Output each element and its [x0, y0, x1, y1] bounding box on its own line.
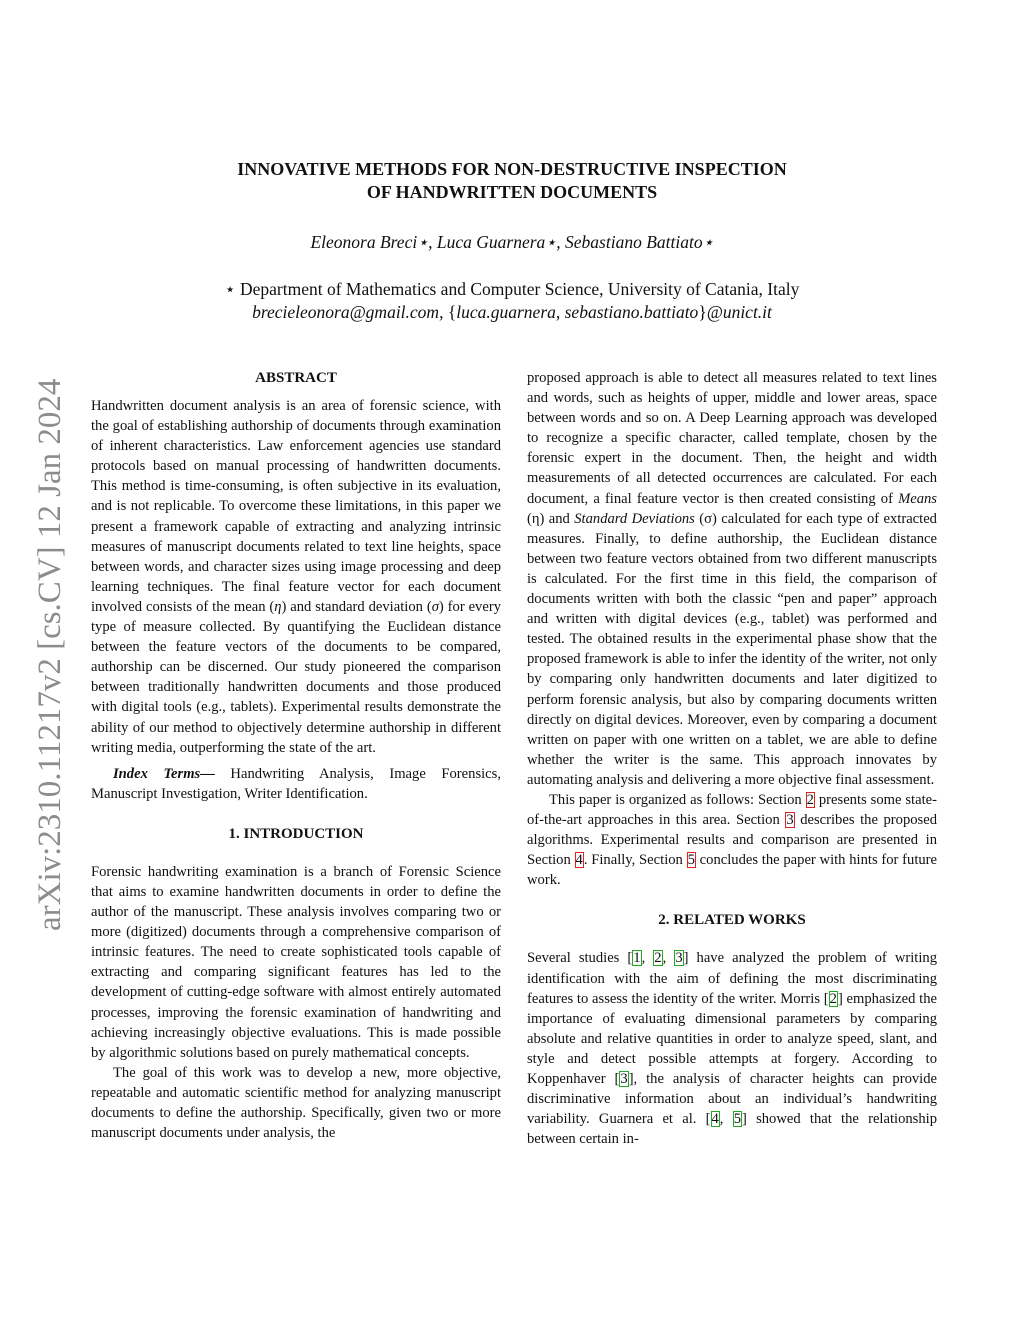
rel-t4: ], the analysis of character heights can provide discriminative information about an individual’s handwriting variability. Guarnera et al. [ [527, 1071, 938, 1128]
std-label: Standard Deviations [574, 510, 695, 527]
intro-paragraph-3 [527, 790, 937, 890]
affiliation: ⋆ Department of Mathematics and Computer Science, University of Catania, Italy [224, 279, 800, 299]
section-5-link[interactable]: 5 [687, 852, 695, 869]
title-line-2: OF HANDWRITTEN DOCUMENTS [366, 182, 658, 202]
index-terms [91, 764, 501, 804]
intro-cont-a: proposed approach is able to detect all measures related to text lines and words, such as heights of upper, middle and lower areas, space between words and so on. A Deep Learning approach was developed to recognize a specific character, called template, chosen by the forensic expert in the document. Then, the height and width measurements of all detected occurrences are calculated. For each document, a final feature vector is then created consisting of [527, 370, 937, 507]
intro-paragraph-2-continued [527, 368, 937, 790]
arxiv-identifier: arXiv:2310.11217v2 [cs.CV] 12 Jan 2024 [32, 378, 68, 932]
citation-2-link[interactable]: 2 [654, 950, 662, 967]
para3-d: . Finally, Section [583, 852, 687, 869]
citation-5-link[interactable]: 5 [733, 1111, 741, 1128]
index-terms-list: Handwriting Analysis, Image Forensics, Manuscript Investigation, Writer Identification. [91, 765, 501, 802]
email-brace-close: } [698, 302, 707, 322]
left-column [91, 368, 501, 1143]
abstract-part-1: Handwritten document analysis is an area of forensic science, with the goal of establishing authorship of documents through examination of inherent characteristics. Law enforcement agencies use standard protocols based on manual processing of handwritten documents. This method is time-consuming, is often subjective in its evaluation, and is not replicable. To overcome these limitations, in this paper we present a framework capable of extracting and analyzing intrinsic measures of manuscript documents related to text line heights, space between words, and character sizes using image processing and deep learning techniques. The final feature vector for each document involved consists of the mean ( [91, 398, 501, 615]
index-terms-label: Index Terms— [113, 765, 215, 782]
para3-a: This paper is organized as follows: Section [549, 791, 806, 808]
abstract-part-3: ) for every type of measure collected. By quantifying the Euclidean distance between the feature vectors of the documents to be compared, authorship can be discerned. Our study pioneered the comparison between traditionally handwritten documents and those produced with digital tools (e.g., tablets). Experimental results demonstrate the ability of our method to objectively determine authorship in different writing media, outperforming the state of the art. [91, 598, 501, 756]
author-list: Eleonora Breci⋆, Luca Guarnera⋆, Sebastiano Battiato⋆ [310, 232, 714, 252]
intro-paragraph-1: Forensic handwriting examination is a branch of Forensic Science that aims to examine handwritten documents in order to define the author of the manuscript. These analysis involves comparing two or more (digitized) documents through a comprehensive comparison of intrinsic features. The need to create sophisticated tools capable of extracting and comparing significant features has led to the development of cutting-edge software with almost entirely automated processes, improving the forensic examination of handwriting and achieving increasingly objective evaluations. This is made possible by algorithmic solutions based on purely mathematical concepts. [91, 863, 501, 1061]
rel-t3: ] emphasized the importance of evaluating dimensional parameters by comparing absolute and relative quantities in order to analyze speed, slant, and style and detect possible attempts at forgery. According to Koppenhaver [ [527, 990, 938, 1087]
eta-symbol: η [274, 598, 282, 615]
email-domain: @unict.it [706, 302, 772, 322]
para3-b: presents some state-of-the-art approaches in this area. Section [527, 791, 937, 829]
introduction-heading: 1. INTRODUCTION [228, 825, 364, 842]
related-paragraph-1 [527, 948, 937, 1149]
rel-t5: ] showed that the relationship between certain in- [527, 1111, 937, 1148]
intro-paragraph-2: The goal of this work was to develop a new, more objective, repeatable and automatic scientific method for analyzing manuscript documents to define the authorship. Specifically, given two or more manuscript documents under analysis, the [91, 1064, 501, 1142]
rel-t2: ] have analyzed the problem of writing identification with the aim of defining the most discriminating features to assess the identity of the writer. Morris [ [527, 950, 938, 1007]
para3-c: describes the proposed algorithms. Experimental results and comparison are presented in Section [527, 812, 937, 869]
rel-c2: , [662, 950, 675, 967]
rel-t1: Several studies [ [527, 950, 633, 967]
section-4-link[interactable]: 4 [575, 852, 583, 869]
citation-1-link[interactable]: 1 [633, 950, 641, 967]
abstract-part-2: ) and standard deviation ( [281, 598, 432, 615]
eta-paren: (η) and [527, 510, 575, 527]
citation-2-link-b[interactable]: 2 [829, 990, 837, 1007]
email-first: brecieleonora@gmail.com, [252, 302, 448, 322]
citation-3-link-b[interactable]: 3 [620, 1071, 628, 1087]
affiliation-block [150, 278, 874, 324]
section-3-link[interactable]: 3 [786, 812, 794, 829]
paper-title [150, 158, 874, 204]
email-brace-open: { [447, 302, 457, 322]
right-column [527, 368, 937, 1149]
citation-3-link[interactable]: 3 [675, 950, 683, 967]
rel-c1: , [641, 950, 654, 967]
rel-c3: , [719, 1111, 733, 1128]
emails [150, 301, 874, 324]
sigma-symbol: σ [431, 598, 439, 615]
email-group: luca.guarnera, sebastiano.battiato [456, 302, 699, 322]
section-2-link[interactable]: 2 [806, 791, 814, 808]
abstract-heading: ABSTRACT [255, 370, 337, 386]
intro-cont-b: (σ) calculated for each type of extracted measures. Finally, to define authorship, the Euclidean distance between two feature vectors obtained from two different manuscripts is calculated. For the first time in this field, the comparison of documents written with both the classic “pen and paper” approach and written with digital devices (e.g., tablet) was performed and tested. The obtained results in the experimental phase show that the proposed framework is able to infer the identity of the writer, not only by comparing only handwritten documents and later digitized to perform forensic analysis, but also by comparing documents written directly on digital devices. Moreover, even by comparing a document written on paper with one written on a tablet, we are able to define whether the writer is the same. This approach innovates by automating analysis and delivering a more objective final assessment. [527, 510, 937, 788]
abstract-text [91, 396, 501, 758]
para3-e: concludes the paper with hints for future work. [527, 852, 938, 889]
title-line-1: INNOVATIVE METHODS FOR NON-DESTRUCTIVE INSPECTION [237, 159, 787, 179]
means-label: Means [898, 490, 937, 507]
related-works-heading: 2. RELATED WORKS [658, 912, 806, 929]
citation-4-link[interactable]: 4 [711, 1111, 719, 1128]
